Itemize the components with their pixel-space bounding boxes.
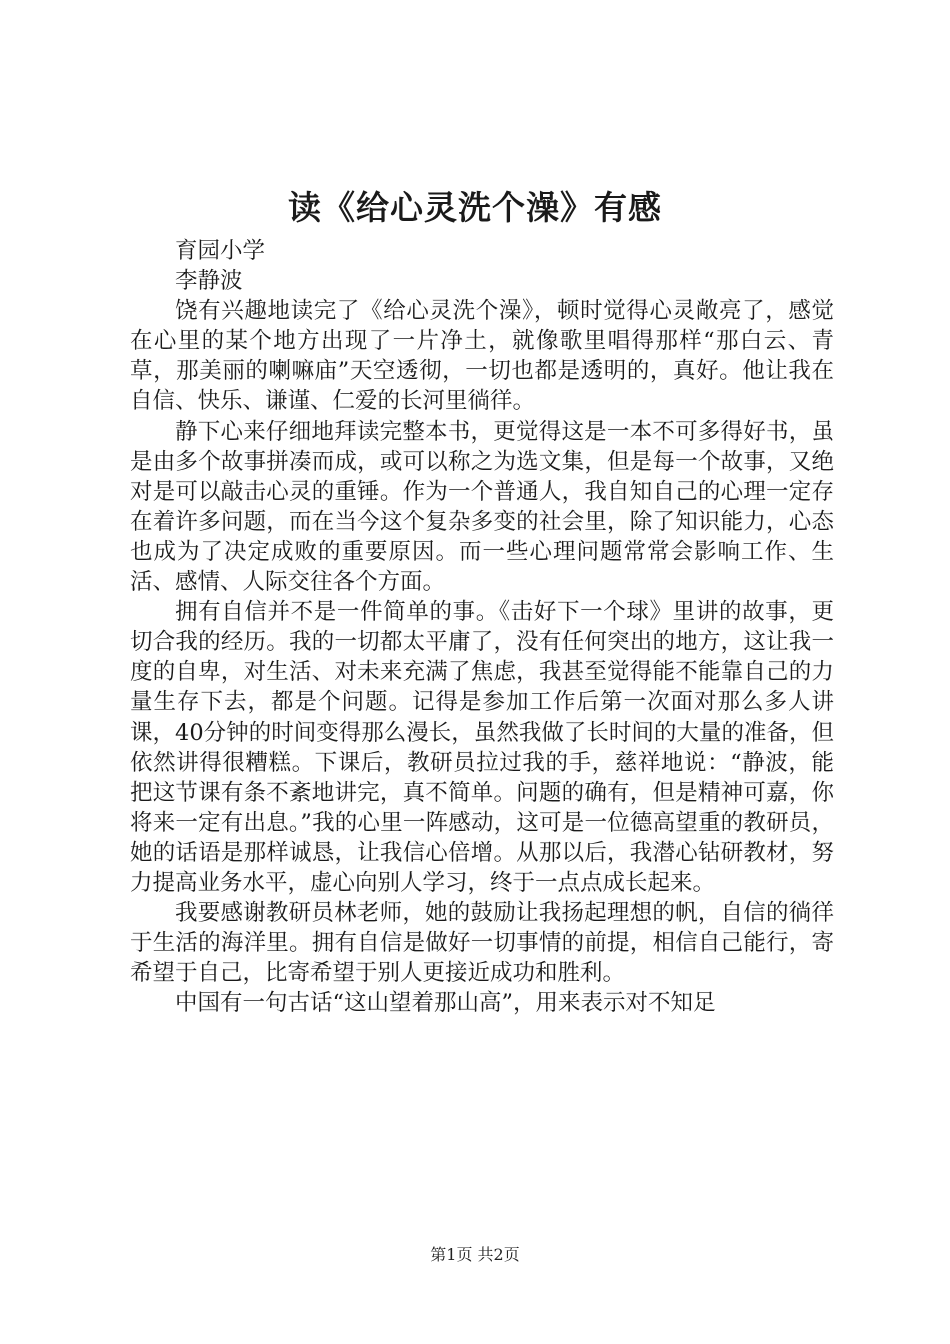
paragraph: 静下心来仔细地拜读完整本书，更觉得这是一本不可多得好书，虽是由多个故事拼凑而成，或可以称之为选文集，但是每一个故事，又绝对是可以敲击心灵的重锤。作为一个普通人，我自知自己的心理一定存在着许多问题，而在当今这个复杂多变的社会里，除了知识能力，心态也成为了决定成败的重要原因。而一些心理问题常常会影响工作、生活、感情、人际交往各个方面。 xyxy=(130,418,834,596)
page-footer: 第1页 共2页 xyxy=(430,1245,520,1264)
document-title: 读《给心灵洗个澡》有感 xyxy=(288,188,662,227)
school-name: 育园小学 xyxy=(175,238,266,264)
paragraph: 拥有自信并不是一件简单的事。《击好下一个球》里讲的故事，更切合我的经历。我的一切都太平庸了，没有任何突出的地方，这让我一度的自卑，对生活、对未来充满了焦虑，我甚至觉得能不能靠自己的力量生存下去，都是个问题。记得是参加工作后第一次面对那么多人讲课，40分钟的时间变得那么漫长，虽然我做了长时间的大量的准备，但依然讲得很糟糕。下课后，教研员拉过我的手，慈祥地说：“静波，能把这节课有条不紊地讲完，真不简单。问题的确有，但是精神可嘉，你将来一定有出息。”我的心里一阵感动，这可是一位德高望重的教研员，她的话语是那样诚恳，让我信心倍增。从那以后，我潜心钻研教材，努力提高业务水平，虚心向别人学习，终于一点点成长起来。 xyxy=(130,599,834,896)
paragraph: 饶有兴趣地读完了《给心灵洗个澡》，顿时觉得心灵敞亮了，感觉在心里的某个地方出现了一片净土，就像歌里唱得那样“那白云、青草，那美丽的喇嘛庙”天空透彻，一切也都是透明的，真好。他让我在自信、快乐、谦谨、仁爱的长河里徜徉。 xyxy=(130,298,834,415)
paragraph: 我要感谢教研员林老师，她的鼓励让我扬起理想的帆，自信的徜徉于生活的海洋里。拥有自信是做好一切事情的前提，相信自己能行，寄希望于自己，比寄希望于别人更接近成功和胜利。 xyxy=(130,900,834,987)
author-name: 李静波 xyxy=(175,268,243,295)
paragraph: 中国有一句古话“这山望着那山高”，用来表示对不知足 xyxy=(175,990,716,1017)
document-body xyxy=(130,236,834,1018)
